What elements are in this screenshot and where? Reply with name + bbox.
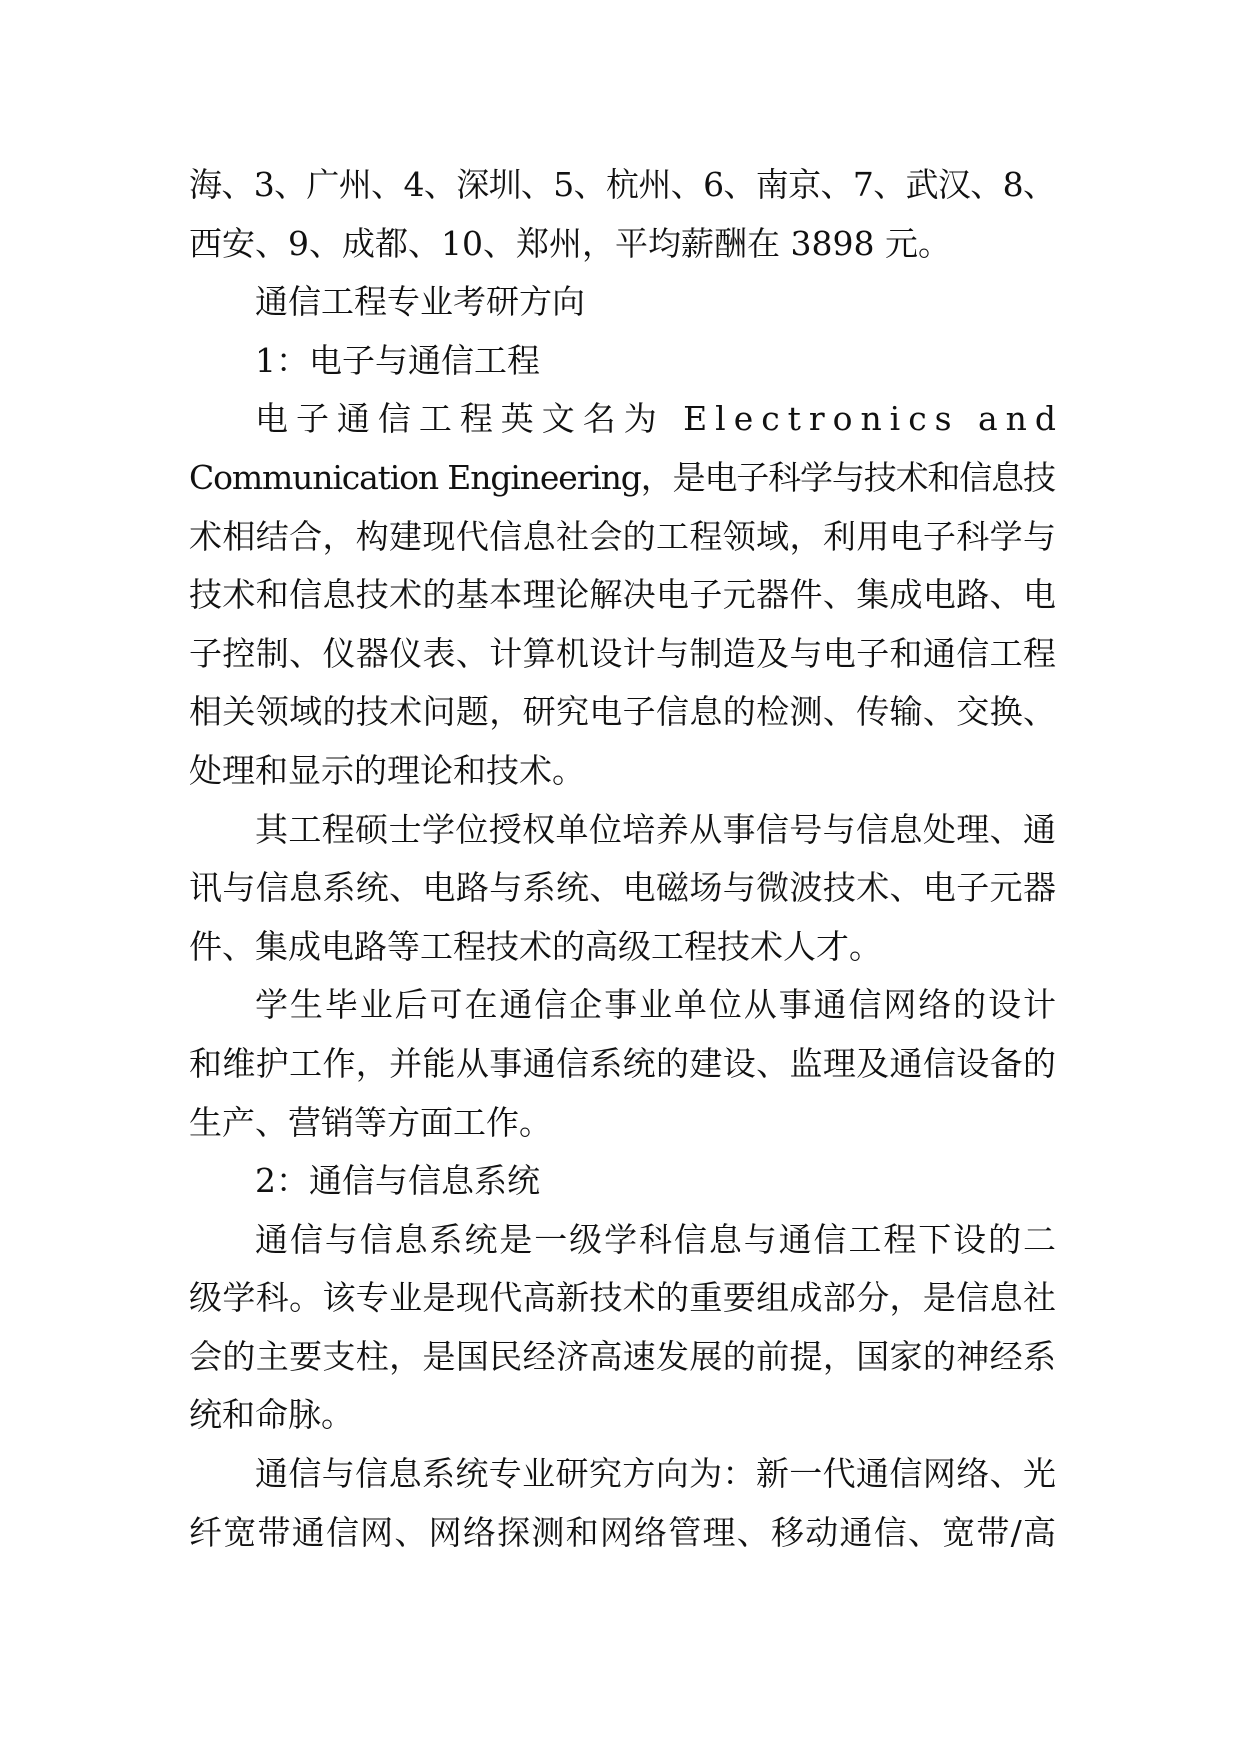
text-line: 海、3、广州、4、深圳、5、杭州、6、南京、7、武汉、8、 (189, 165, 1056, 204)
paragraph (189, 801, 1056, 977)
section-heading (189, 273, 1056, 332)
subsection-heading (189, 1152, 1056, 1211)
text-line: 生产、营销等方面工作。 (189, 1102, 552, 1142)
text-line: 会的主要支柱，是国民经济高速发展的前提，国家的神经系 (189, 1336, 1057, 1376)
text-line: 西安、9、成都、10、郑州，平均薪酬在 3898 元。 (189, 223, 951, 263)
text-line: 件、集成电路等工程技术的高级工程技术人才。 (189, 926, 882, 966)
document-body (189, 156, 1064, 1562)
paragraph (189, 156, 1056, 273)
text-line: 处理和显示的理论和技术。 (189, 750, 585, 790)
paragraph (189, 976, 1056, 1152)
text-line: 电子通信工程英文名为 Electronics and (255, 399, 1064, 439)
text-line: 通信与信息系统是一级学科信息与通信工程下设的二 (255, 1219, 1058, 1259)
text-line: 相关领域的技术问题，研究电子信息的检测、传输、交换、 (189, 692, 1057, 732)
paragraph (189, 390, 1064, 800)
paragraph (189, 1445, 1056, 1562)
text-line: 和维护工作，并能从事通信系统的建设、监理及通信设备的 (189, 1043, 1057, 1083)
text-line: 讯与信息系统、电路与系统、电磁场与微波技术、电子元器 (189, 868, 1057, 908)
text-line: Communication Engineering，是电子科学与技术和信息技 (189, 457, 1055, 497)
text-line: 技术和信息技术的基本理论解决电子元器件、集成电路、电 (189, 575, 1057, 615)
text-line: 级学科。该专业是现代高新技术的重要组成部分，是信息社 (189, 1278, 1057, 1318)
paragraph (189, 1211, 1056, 1445)
text-line: 术相结合，构建现代信息社会的工程领域，利用电子科学与 (189, 516, 1057, 556)
text-line: 其工程硕士学位授权单位培养从事信号与信息处理、通 (255, 809, 1057, 849)
text-line: 通信工程专业考研方向 (255, 282, 585, 322)
subsection-heading (189, 332, 1056, 391)
text-line: 1：电子与通信工程 (255, 340, 540, 380)
text-line: 子控制、仪器仪表、计算机设计与制造及与电子和通信工程 (189, 633, 1057, 673)
text-line: 纤宽带通信网、网络探测和网络管理、移动通信、宽带/高 (189, 1512, 1058, 1552)
text-line: 通信与信息系统专业研究方向为：新一代通信网络、光 (255, 1454, 1057, 1494)
text-line: 统和命脉。 (189, 1395, 354, 1435)
text-line: 2：通信与信息系统 (255, 1161, 540, 1201)
text-line: 学生毕业后可在通信企事业单位从事通信网络的设计 (255, 985, 1058, 1025)
